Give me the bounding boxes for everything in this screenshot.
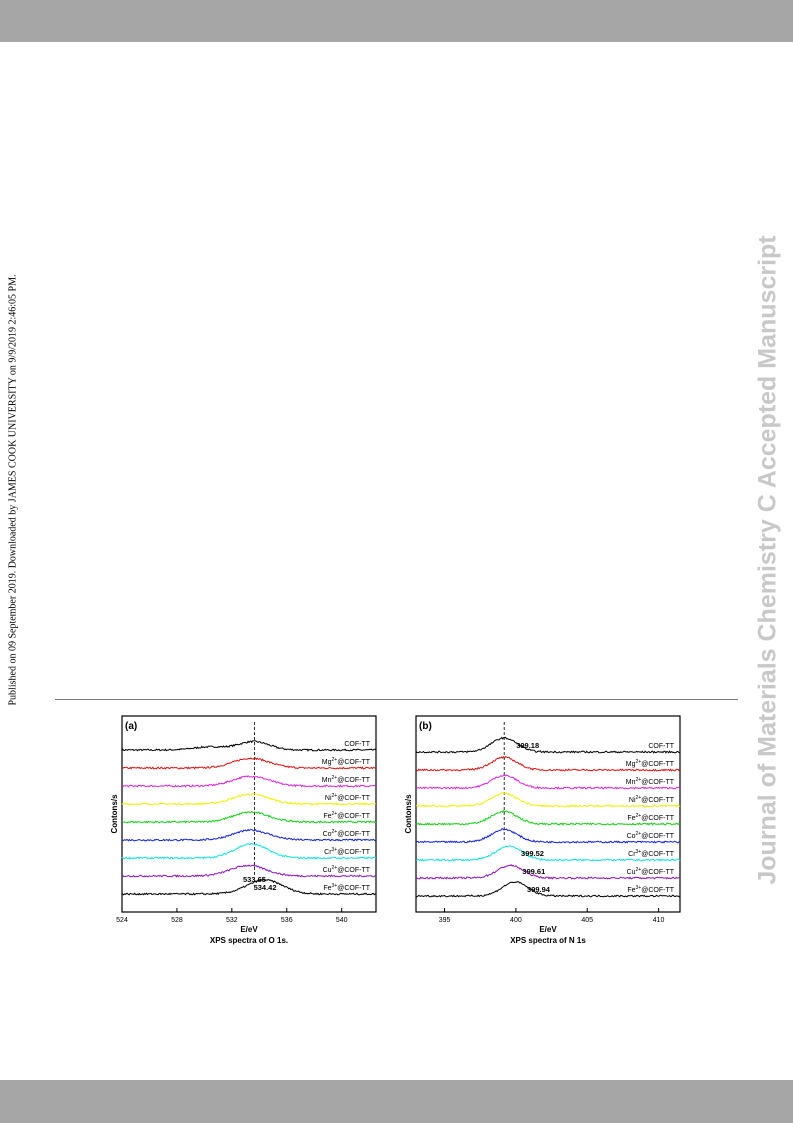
y-axis-label: Contons/s xyxy=(404,794,413,834)
x-axis-label: E/eV xyxy=(240,925,258,934)
publication-note-text: Published on 09 September 2019. Downloaded by JAMES COOK UNIVERSITY on 9/9/2019 2:46:05 PM. xyxy=(7,274,19,706)
series-label: $Cu^{2+}@COF-TT$ xyxy=(322,865,370,874)
series-label: $Fe^{2+}@COF-TT$ xyxy=(323,811,370,820)
top-banner xyxy=(0,0,793,42)
series-label: $Mg^{2+}@COF-TT$ xyxy=(321,757,370,766)
x-tick-label: 532 xyxy=(225,917,238,924)
peak-annotation: 399.18 xyxy=(516,741,540,750)
series-label: $Fe^{3+}@COF-TT$ xyxy=(323,883,370,892)
series-label: $Ni^{2+}@COF-TT$ xyxy=(628,795,674,804)
series-label: COF-TT xyxy=(344,741,370,748)
x-tick-label: 410 xyxy=(652,917,665,924)
peak-annotation: 534.42 xyxy=(253,883,277,892)
x-tick-label: 400 xyxy=(510,917,522,924)
panel-label: (a) xyxy=(125,721,138,732)
panel-label: (b) xyxy=(419,721,432,732)
x-tick-label: 395 xyxy=(438,917,451,924)
series-label: $Mg^{2+}@COF-TT$ xyxy=(625,759,674,768)
peak-annotation: 399.61 xyxy=(522,867,546,876)
series-label: $Cr^{3+}@COF-TT$ xyxy=(324,847,370,856)
series-label: $Mn^{2+}@COF-TT$ xyxy=(321,775,370,784)
bottom-banner xyxy=(0,1080,793,1123)
horizontal-rule xyxy=(55,699,738,700)
x-tick-label: 405 xyxy=(581,917,594,924)
series-label: $Fe^{3+}@COF-TT$ xyxy=(627,885,674,894)
x-axis-label: E/eV xyxy=(539,925,557,934)
journal-watermark-text: Journal of Materials Chemistry C Accepted Manuscript xyxy=(753,235,782,885)
series-label: $Cr^{3+}@COF-TT$ xyxy=(628,849,674,858)
series-label: $Ni^{2+}@COF-TT$ xyxy=(324,793,370,802)
series-label: $Cu^{2+}@COF-TT$ xyxy=(626,867,674,876)
peak-annotation: 399.94 xyxy=(527,885,550,894)
chart-caption: XPS spectra of N 1s xyxy=(510,936,586,945)
x-tick-label: 536 xyxy=(280,917,293,924)
y-axis-label: Contons/s xyxy=(110,794,119,834)
x-tick-label: 540 xyxy=(335,917,348,924)
peak-annotation: 399.52 xyxy=(521,849,544,858)
series-label: $Fe^{2+}@COF-TT$ xyxy=(627,813,674,822)
peak-annotation: 533.65 xyxy=(243,875,266,884)
series-label: $Co^{2+}@COF-TT$ xyxy=(322,829,370,838)
x-tick-label: 528 xyxy=(171,917,183,924)
chart-n1s xyxy=(402,712,687,952)
series-label: $Mn^{2+}@COF-TT$ xyxy=(625,777,674,786)
series-label: COF-TT xyxy=(648,743,674,750)
series-label: $Co^{2+}@COF-TT$ xyxy=(626,831,674,840)
chart-o1s xyxy=(108,712,393,952)
x-tick-label: 524 xyxy=(116,917,128,924)
chart-caption: XPS spectra of O 1s. xyxy=(209,936,289,945)
